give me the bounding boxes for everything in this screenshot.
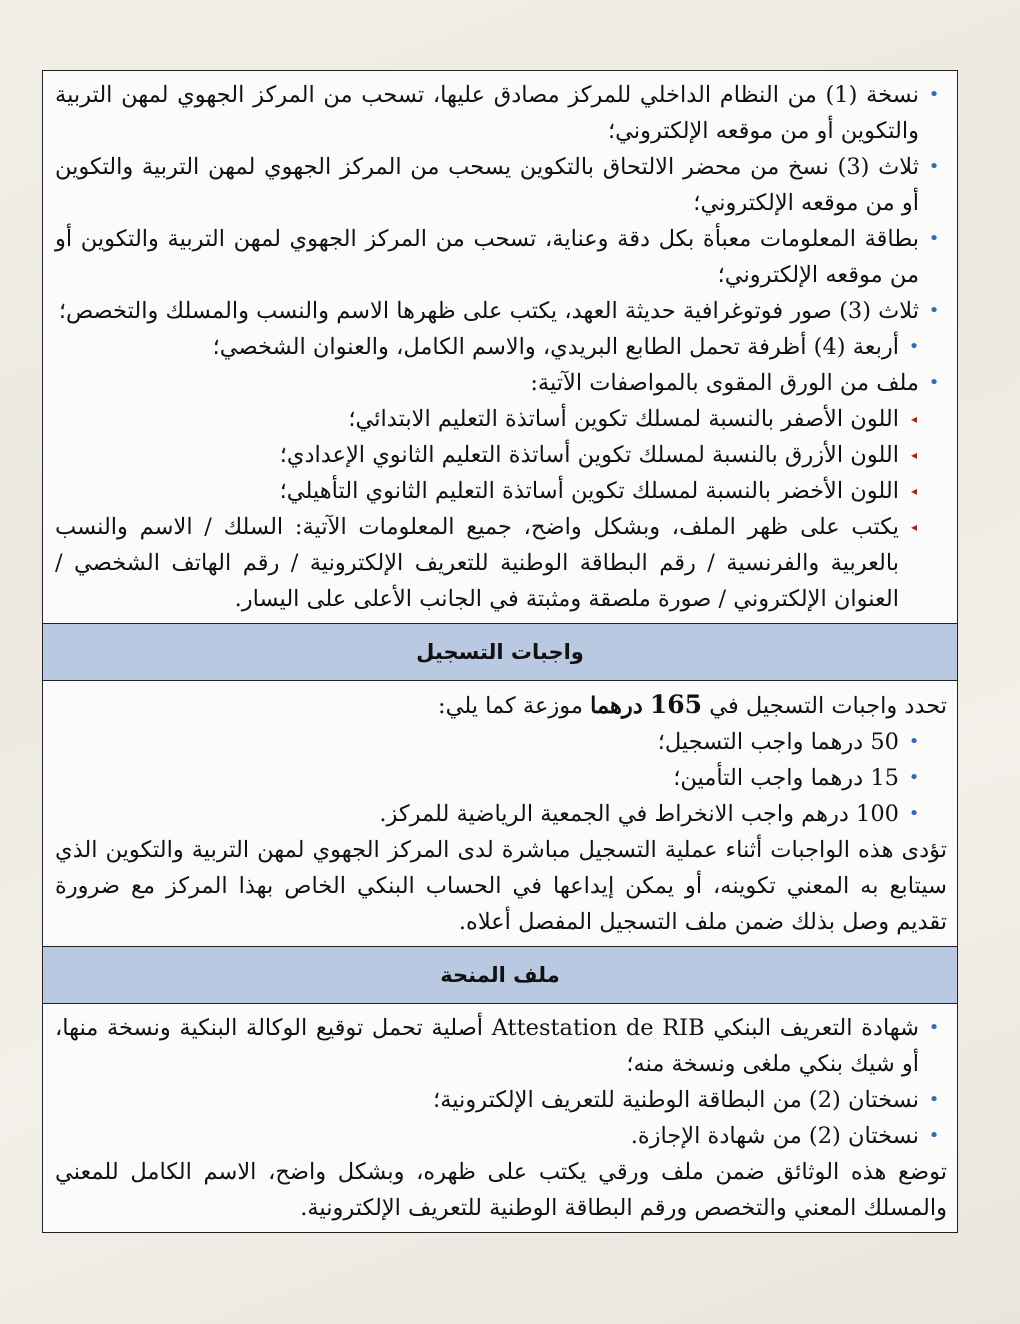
registration-currency: درهما xyxy=(590,693,643,719)
file-list xyxy=(55,77,947,401)
sub-list-item: ◂ اللون الأزرق بالنسبة لمسلك تكوين أساتذة التعليم الثانوي الإعدادي؛ xyxy=(55,437,947,473)
registration-total-amount: 165 xyxy=(649,690,703,719)
grant-section-title: ملف المنحة xyxy=(43,946,957,1004)
list-item: • بطاقة المعلومات معبأة بكل دقة وعناية، تسحب من المركز الجهوي لمهن التربية والتكوين أو من موقعه الإلكتروني؛ xyxy=(55,221,947,293)
grant-note: توضع هذه الوثائق ضمن ملف ورقي يكتب على ظهره، وبشكل واضح، الاسم الكامل للمعني والمسلك المعني والتخصص ورقم البطاقة الوطنية للتعريف الإلكترونية. xyxy=(55,1159,947,1221)
bullet-icon: • xyxy=(908,336,920,357)
fee-amount: 15 xyxy=(870,765,899,791)
registration-section-title: واجبات التسجيل xyxy=(43,623,957,681)
bullet-icon: • xyxy=(928,1017,940,1038)
document-page xyxy=(42,70,958,1233)
bullet-icon: • xyxy=(928,84,940,105)
bullet-icon: • xyxy=(928,228,940,249)
rib-latin-text: Attestation de RIB xyxy=(491,1015,705,1041)
bullet-icon: • xyxy=(928,1125,940,1146)
file-list-section xyxy=(43,71,957,623)
triangle-bullet-icon: ◂ xyxy=(910,484,918,498)
bullet-icon: • xyxy=(928,300,940,321)
grant-list xyxy=(55,1010,947,1154)
fee-item: • 100 درهم واجب الانخراط في الجمعية الرياضية للمركز. xyxy=(55,796,947,832)
fee-item: • 15 درهما واجب التأمين؛ xyxy=(55,760,947,796)
fee-amount: 100 xyxy=(856,801,899,827)
grant-section xyxy=(43,1004,957,1232)
bullet-icon: • xyxy=(908,731,920,752)
bullet-icon: • xyxy=(908,803,920,824)
bullet-icon: • xyxy=(928,1089,940,1110)
fees-list xyxy=(55,724,947,832)
folder-spec-list xyxy=(55,401,947,617)
list-item: • أربعة (4) أظرفة تحمل الطابع البريدي، والاسم الكامل، والعنوان الشخصي؛ xyxy=(55,329,947,365)
list-item: • شهادة التعريف البنكي Attestation de RIB أصلية تحمل توقيع الوكالة البنكية ونسخة منها، أو شيك بنكي ملغى ونسخة منه؛ xyxy=(55,1010,947,1082)
bullet-icon: • xyxy=(928,372,940,393)
bullet-icon: • xyxy=(908,767,920,788)
list-item: • نسختان (2) من البطاقة الوطنية للتعريف الإلكترونية؛ xyxy=(55,1082,947,1118)
sub-list-item: ◂ اللون الأخضر بالنسبة لمسلك تكوين أساتذة التعليم الثانوي التأهيلي؛ xyxy=(55,473,947,509)
list-item: • نسخة (1) من النظام الداخلي للمركز مصادق عليها، تسحب من المركز الجهوي لمهن التربية والتكوين أو من موقعه الإلكتروني؛ xyxy=(55,77,947,149)
fee-amount: 50 xyxy=(870,729,899,755)
list-item: • ثلاث (3) صور فوتوغرافية حديثة العهد، يكتب على ظهرها الاسم والنسب والمسلك والتخصص؛ xyxy=(55,293,947,329)
registration-section xyxy=(43,681,957,946)
list-item: • نسختان (2) من شهادة الإجازة. xyxy=(55,1118,947,1154)
sub-list-item: ◂ يكتب على ظهر الملف، وبشكل واضح، جميع المعلومات الآتية: السلك / الاسم والنسب بالعربية والفرنسية / رقم البطاقة الوطنية للتعريف الإلكترونية / رقم الهاتف الشخصي / العنوان الإلكتروني / صورة ملصقة ومثبتة في الجانب الأعلى على اليسار. xyxy=(55,509,947,617)
triangle-bullet-icon: ◂ xyxy=(910,520,918,534)
fee-item: • 50 درهما واجب التسجيل؛ xyxy=(55,724,947,760)
list-item: • ثلاث (3) نسخ من محضر الالتحاق بالتكوين يسحب من المركز الجهوي لمهن التربية والتكوين أو من موقعه الإلكتروني؛ xyxy=(55,149,947,221)
triangle-bullet-icon: ◂ xyxy=(910,412,918,426)
triangle-bullet-icon: ◂ xyxy=(910,448,918,462)
sub-list-item: ◂ اللون الأصفر بالنسبة لمسلك تكوين أساتذة التعليم الابتدائي؛ xyxy=(55,401,947,437)
bullet-icon: • xyxy=(928,156,940,177)
registration-intro: تحدد واجبات التسجيل في 165 درهما موزعة كما يلي: xyxy=(437,690,947,719)
registration-note: تؤدى هذه الواجبات أثناء عملية التسجيل مباشرة لدى المركز الجهوي لمهن التربية والتكوين الذي سيتابع به المعني تكوينه، أو يمكن إيداعها في الحساب البنكي الخاص بهذا المركز مع ضرورة تقديم وصل بذلك ضمن ملف التسجيل المفصل أعلاه. xyxy=(55,837,947,935)
list-item: • ملف من الورق المقوى بالمواصفات الآتية: xyxy=(55,365,947,401)
